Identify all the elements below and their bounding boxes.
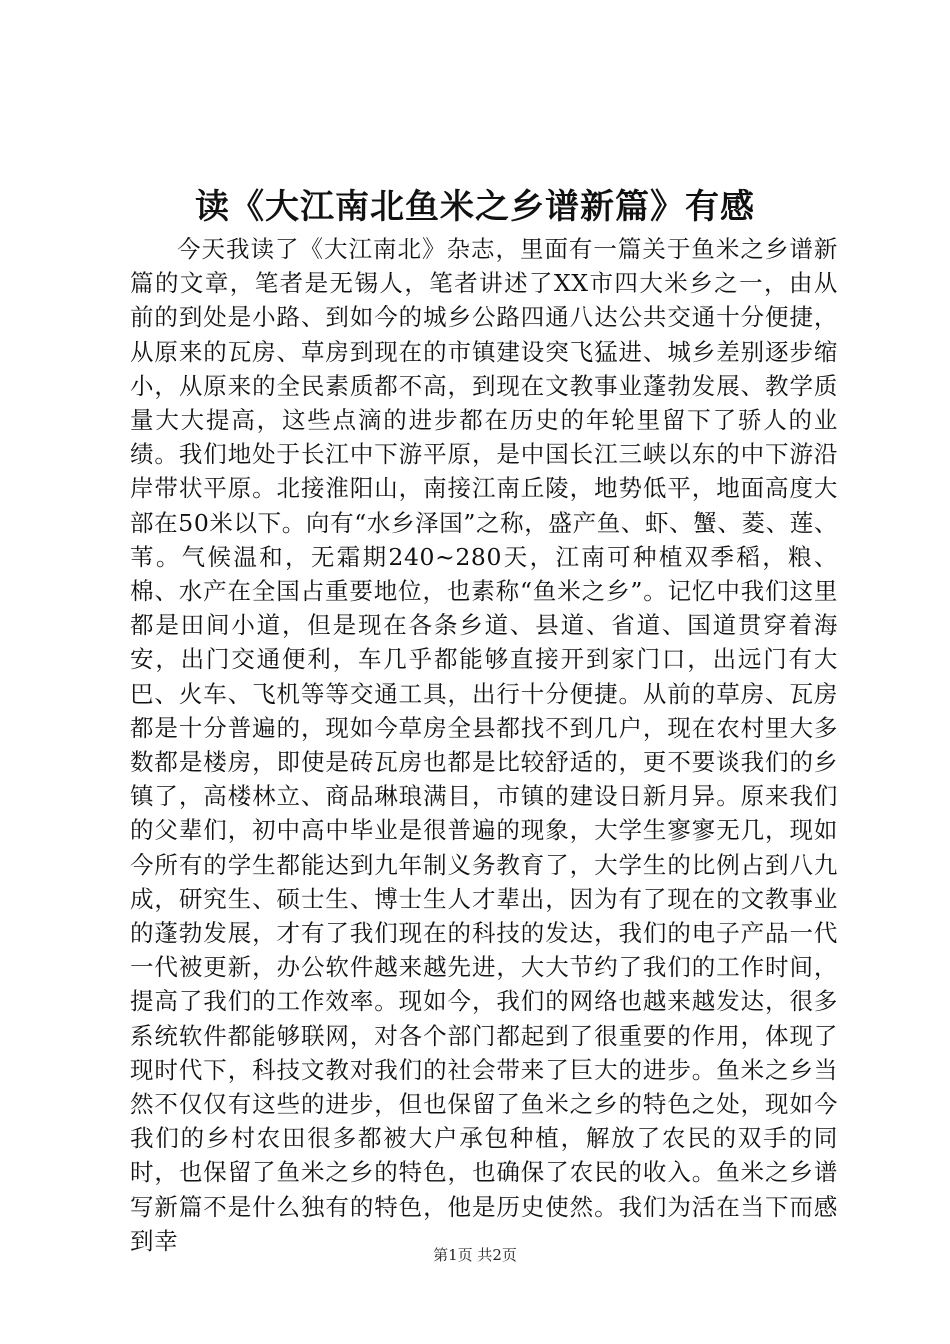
- page-number-footer: 第1页 共2页: [433, 1246, 517, 1264]
- document-title: 读《大江南北鱼米之乡谱新篇》有感: [195, 187, 755, 227]
- document-body-paragraph: 今天我读了《大江南北》杂志，里面有一篇关于鱼米之乡谱新篇的文章，笔者是无锡人，笔者讲述了XX市四大米乡之一，由从前的到处是小路、到如今的城乡公路四通八达公共交通十分便捷，从原来的瓦房、草房到现在的市镇建设突飞猛进、城乡差别逐步缩小，从原来的全民素质都不高，到现在文教事业蓬勃发展、教学质量大大提高，这些点滴的进步都在历史的年轮里留下了骄人的业绩。我们地处于长江中下游平原，是中国长江三峡以东的中下游沿岸带状平原。北接淮阳山，南接江南丘陵，地势低平，地面高度大部在50米以下。向有“水乡泽国”之称，盛产鱼、虾、蟹、菱、莲、苇。气候温和，无霜期240~280天，江南可种植双季稻，粮、棉、水产在全国占重要地位，也素称“鱼米之乡”。记忆中我们这里都是田间小道，但是现在各条乡道、县道、省道、国道贯穿着海安，出门交通便利，车几乎都能够直接开到家门口，出远门有大巴、火车、飞机等等交通工具，出行十分便捷。从前的草房、瓦房都是十分普遍的，现如今草房全县都找不到几户，现在农村里大多数都是楼房，即使是砖瓦房也都是比较舒适的，更不要谈我们的乡镇了，高楼林立、商品琳琅满目，市镇的建设日新月异。原来我们的父辈们，初中高中毕业是很普遍的现象，大学生寥寥无几，现如今所有的学生都能达到九年制义务教育了，大学生的比例占到八九成，研究生、硕士生、博士生人才辈出，因为有了现在的文教事业的蓬勃发展，才有了我们现在的科技的发达，我们的电子产品一代一代被更新，办公软件越来越先进，大大节约了我们的工作时间，提高了我们的工作效率。现如今，我们的网络也越来越发达，很多系统软件都能够联网，对各个部门都起到了很重要的作用，体现了现时代下，科技文教对我们的社会带来了巨大的进步。鱼米之乡当然不仅仅有这些的进步，但也保留了鱼米之乡的特色之处，现如今我们的乡村农田很多都被大户承包种植，解放了农民的双手的同时，也保留了鱼米之乡的特色，也确保了农民的收入。鱼米之乡谱写新篇不是什么独有的特色，他是历史使然。我们为活在当下而感到幸: [130, 235, 838, 1255]
